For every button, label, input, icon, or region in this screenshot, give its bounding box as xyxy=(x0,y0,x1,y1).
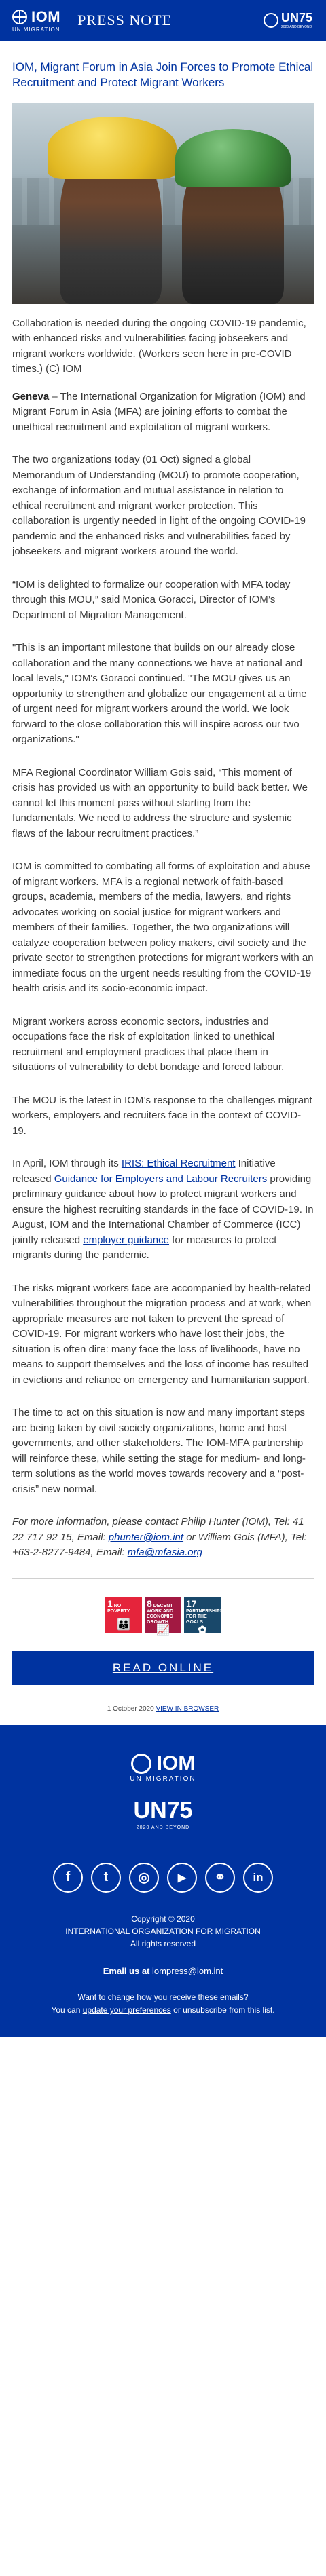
paragraph-11: The time to act on this situation is now and many important steps are being taken by civil society organizations, home and host governments, and other stakeholders. The IOM-MFA partnership will reinforce these, while setting the stage for medium- and long-term solutions as the world moves towards recovery and a “post-crisis” new normal. xyxy=(12,1407,306,1495)
twitter-icon[interactable]: t xyxy=(91,1863,121,1893)
footer-un75-logo: UN75 xyxy=(133,1797,193,1823)
sdg-badge-17[interactable]: 17 PARTNERSHIPS FOR THE GOALS ✿ xyxy=(184,1597,221,1633)
footer-iom-logo[interactable]: IOM UN MIGRATION xyxy=(130,1751,196,1783)
paragraph-8: The MOU is the latest in IOM’s response to the challenges migrant workers, employers and recruiters face in the context of COVID-19. xyxy=(12,1094,312,1137)
linkedin-icon[interactable]: in xyxy=(243,1863,273,1893)
divider xyxy=(12,1578,314,1579)
article-body xyxy=(12,390,314,1561)
hero-photo xyxy=(12,103,314,304)
phunter-email-link[interactable]: phunter@iom.int xyxy=(108,1531,184,1543)
paragraph-5: MFA Regional Coordinator William Gois said, “This moment of crisis has provided us with an opportunity to build back better. We cannot let this moment pass without starting from the fundamentals. We need to address the structure and systemic flaws of the labour recruitment practices.” xyxy=(12,766,308,839)
youtube-icon[interactable]: ▶ xyxy=(167,1863,197,1893)
paragraph-6: IOM is committed to combating all forms of exploitation and abuse of migrant workers. MFA is a regional network of faith-based groups, academia, members of the media, lawyers, and rights advocates working on social justice for migrant workers and members of their families. Together, the two organizations will catalyze cooperation between policy makers, civil society and the private sector to strengthen protections for migrant workers with an immediate focus on the urgent needs resulting from the COVID-19 health crisis and its socio-economic impact. xyxy=(12,860,314,995)
update-preferences-link[interactable]: update your preferences xyxy=(82,2005,171,2015)
paragraph-4: "This is an important milestone that builds on our already close collaboration and the many connections we have at national and local levels," IOM's Goracci continued. "The MOU gives us an opportunity to strengthen and globalize our engagement at a time of urgent need for migrant workers around the world. We look forward to the close collaboration this will inspire across our two organizations." xyxy=(12,642,307,746)
preferences: Want to change how you receive these emails? You can update your preferences or unsubscribe from this list. xyxy=(51,1992,275,2015)
paragraph-10: The risks migrant workers face are accompanied by health-related vulnerabilities throughout the migration process and at work, when appropriate measures are not taken to prevent the spread of COVID-19. For migrant workers who have lost their jobs, the situation is often dire: many face the loss of livelihoods, have no means to support themselves and the loss of income has resulted in evictions and reliance on emergency and humanitarian support. xyxy=(12,1282,312,1386)
email-header xyxy=(0,0,326,41)
un75-ring-icon xyxy=(264,13,278,28)
un-globe-icon xyxy=(131,1754,151,1774)
facebook-icon[interactable]: f xyxy=(53,1863,83,1893)
article-title: IOM, Migrant Forum in Asia Join Forces to Promote Ethical Recruitment and Protect Migrant Workers xyxy=(12,60,314,89)
flower-icon: ✿ xyxy=(198,1625,207,1637)
read-online-button[interactable]: READ ONLINE xyxy=(12,1651,314,1685)
mfa-email-link[interactable]: mfa@mfasia.org xyxy=(127,1547,202,1559)
press-email-link[interactable]: iompress@iom.int xyxy=(152,1965,223,1976)
paragraph-2: The two organizations today (01 Oct) signed a global Memorandum of Understanding (MOU) to promote cooperation, exchange of information and mutual assistance in relation to ethical recruitment and migrant worker protection. This collaboration is urgently needed in light of the ongoing COVID-19 pandemic and the enhanced risks and vulnerabilities faced by jobseekers and migrant workers around the world. xyxy=(12,454,306,558)
photo-caption: Collaboration is needed during the ongoing COVID-19 pandemic, with enhanced risks and vulnerabilities facing jobseekers and migrant workers worldwide. (Workers seen here in pre-COVID times.) (C) IOM xyxy=(12,317,306,375)
growth-chart-icon: 📈 xyxy=(156,1625,170,1637)
footer-email: Email us at iompress@iom.int xyxy=(103,1965,223,1976)
iris-link[interactable]: IRIS: Ethical Recruitment xyxy=(121,1158,236,1170)
yellow-helmet xyxy=(48,117,177,179)
sdg-badges xyxy=(12,1597,314,1637)
dateline: 1 October 2020 VIEW IN BROWSER xyxy=(107,1705,219,1713)
employer-guidance-link[interactable]: employer guidance xyxy=(83,1234,169,1246)
link-icon[interactable]: ⚭ xyxy=(205,1863,235,1893)
social-links xyxy=(0,1863,326,1893)
sdg-badge-1[interactable]: 1 NO POVERTY 👪 xyxy=(105,1597,142,1633)
un75-logo: UN75 2020 AND BEYOND xyxy=(264,11,312,29)
copyright: Copyright © 2020 INTERNATIONAL ORGANIZATION FOR MIGRATION All rights reserved xyxy=(65,1914,261,1948)
paragraph-1: Geneva – The International Organization for Migration (IOM) and Migrant Forum in Asia (MFA) are joining efforts to combat the unethical recruitment and exploitation of migrant workers. xyxy=(12,390,306,433)
un-globe-icon xyxy=(12,10,27,24)
guidance-link[interactable]: Guidance for Employers and Labour Recruiters xyxy=(54,1173,268,1185)
paragraph-7: Migrant workers across economic sectors, industries and occupations face the risk of exploitation linked to unethical recruitment and employment practices that place them in situations of vulnerability to debt bondage and forced labour. xyxy=(12,1015,285,1074)
paragraph-3: “IOM is delighted to formalize our cooperation with MFA today through this MOU,” said Monica Goracci, Director of IOM’s Department of Migration Management. xyxy=(12,578,291,621)
instagram-icon[interactable]: ◎ xyxy=(129,1863,159,1893)
iom-logo[interactable]: IOM UN MIGRATION xyxy=(12,8,61,33)
green-helmet xyxy=(175,129,291,187)
email-footer: IOM UN MIGRATION UN75 2020 AND BEYOND f t ◎ ▶ ⚭ in Copyright © 2020 INTERNATIONAL ORGANIZATION FOR MIGRATION All rights reserved Email us at iompress@iom.int Want to change how you receive these emails? You can update your preferences or unsubscribe from this list. xyxy=(0,1725,326,2037)
paragraph-9: In April, IOM through its IRIS: Ethical Recruitment Initiative released Guidance for Employers and Labour Recruiters providing preliminary guidance about how to protect migrant workers and ensure the highest recruiting standards in the face of COVID-19. In August, IOM and the International Chamber of Commerce (ICC) jointly released employer guidance for measures to protect migrants during the pandemic. xyxy=(12,1158,314,1262)
view-in-browser-link[interactable]: VIEW IN BROWSER xyxy=(156,1705,219,1713)
sdg-badge-8[interactable]: 8 DECENT WORK AND ECONOMIC GROWTH 📈 xyxy=(145,1597,181,1633)
section-label: PRESS NOTE xyxy=(77,12,173,29)
family-icon: 👪 xyxy=(117,1619,130,1631)
contact-paragraph: For more information, please contact Philip Hunter (IOM), Tel: 41 22 717 92 15, Email: phunter@iom.int or William Gois (MFA), Tel: +63-2-8277-9484, Email: mfa@mfasia.org xyxy=(12,1516,307,1559)
